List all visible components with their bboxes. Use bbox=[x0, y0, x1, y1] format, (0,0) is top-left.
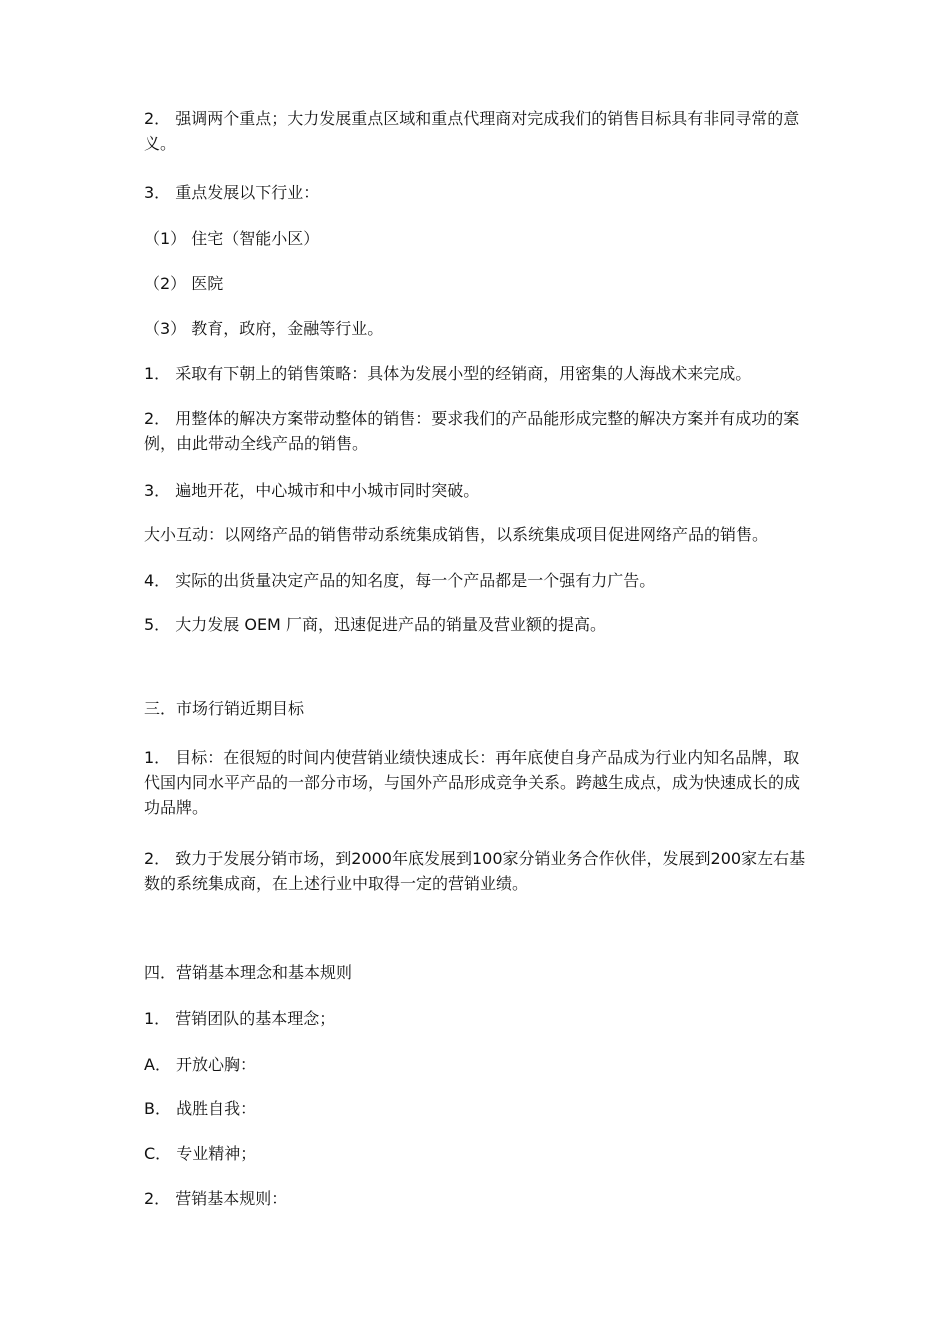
paragraph-industry-education: （3） 教育，政府，金融等行业。 bbox=[144, 319, 384, 338]
section-heading-3: 三．市场行销近期目标 bbox=[144, 699, 305, 718]
paragraph-basic-rules: 2． 营销基本规则： bbox=[144, 1189, 288, 1208]
paragraph-total-solution: 2． 用整体的解决方案带动整体的销售：要求我们的产品能形成完整的解决方案并有成功的案例，由此带动全线产品的销售。 bbox=[144, 409, 800, 453]
paragraph-industry-residential: （1） 住宅（智能小区） bbox=[144, 229, 320, 248]
paragraph-team-concept: 1． 营销团队的基本理念； bbox=[144, 1009, 336, 1028]
paragraph-industry-hospital: （2） 医院 bbox=[144, 274, 224, 293]
paragraph-key-industries: 3． 重点发展以下行业： bbox=[144, 183, 320, 202]
paragraph-everywhere-bloom: 3． 遍地开花，中心城市和中小城市同时突破。 bbox=[144, 481, 480, 500]
paragraph-emphasis-two-priorities: 2． 强调两个重点；大力发展重点区域和重点代理商对完成我们的销售目标具有非同寻常的意义。 bbox=[144, 109, 800, 153]
paragraph-distribution-market: 2． 致力于发展分销市场，到2000年底发展到100家分销业务合作伙伴，发展到200家左右基数的系统集成商，在上述行业中取得一定的营销业绩。 bbox=[144, 849, 806, 893]
paragraph-self-overcome: B． 战胜自我： bbox=[144, 1099, 257, 1118]
paragraph-shipment-volume: 4． 实际的出货量决定产品的知名度，每一个产品都是一个强有力广告。 bbox=[144, 571, 656, 590]
paragraph-professionalism: C． 专业精神； bbox=[144, 1144, 257, 1163]
paragraph-oem-development: 5． 大力发展 OEM 厂商，迅速促进产品的销量及营业额的提高。 bbox=[144, 615, 606, 634]
section-heading-4: 四．营销基本理念和基本规则 bbox=[144, 963, 353, 982]
paragraph-bottom-up-strategy: 1． 采取有下朝上的销售策略：具体为发展小型的经销商，用密集的人海战术来完成。 bbox=[144, 364, 752, 383]
paragraph-goal: 1． 目标：在很短的时间内使营销业绩快速成长：再年底使自身产品成为行业内知名品牌，取代国内同水平产品的一部分市场，与国外产品形成竞争关系。跨越生成点，成为快速成长的成功品牌。 bbox=[144, 748, 801, 817]
paragraph-big-small-interaction: 大小互动：以网络产品的销售带动系统集成销售，以系统集成项目促进网络产品的销售。 bbox=[144, 525, 769, 544]
paragraph-open-mind: A． 开放心胸： bbox=[144, 1055, 257, 1074]
